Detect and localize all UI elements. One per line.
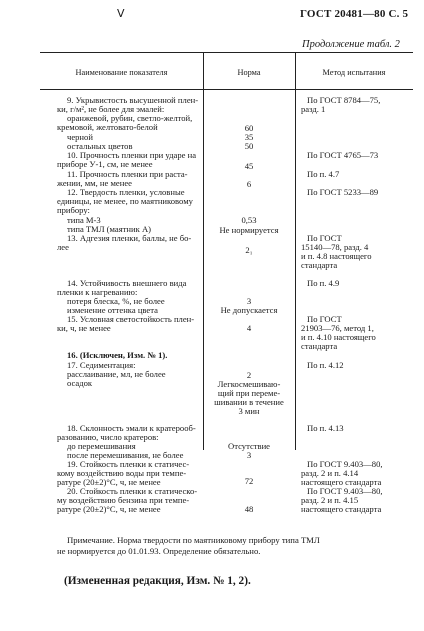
norm-value: 2 xyxy=(246,370,252,380)
indicator-line: ки, ч, не менее xyxy=(57,323,111,333)
indicator-line: 12. Твердость пленки, условные xyxy=(67,187,185,197)
indicator-line: осадок xyxy=(67,378,93,388)
indicator-line: ратуре (20±2)°С, ч, не менее xyxy=(57,504,161,514)
indicator-line: изменение оттенка цвета xyxy=(67,305,158,315)
indicator-line: разованию, число кратеров: xyxy=(57,432,159,442)
indicator-line: остальных цветов xyxy=(67,141,133,151)
column-header-norm: Норма xyxy=(237,68,261,77)
indicator-line: типа ТМЛ (маятник А) xyxy=(67,224,152,234)
norm-value: 0,53 xyxy=(241,215,257,225)
indicator-line: жении, мм, не менее xyxy=(57,178,132,188)
page-header: ГОСТ 20481—80 С. 5 xyxy=(300,8,409,20)
indicator-line: оранжевой, рубин, светло-желтой, xyxy=(67,113,193,123)
method-line: По ГОСТ 4765—73 xyxy=(307,150,379,160)
method-line: и п. 4.8 настоящего xyxy=(301,251,372,261)
method-line: разд. 1 xyxy=(301,104,326,114)
table-continuation: Продолжение табл. 2 xyxy=(302,39,400,50)
indicator-line: 16. (Исключен, Изм. № 1). xyxy=(67,350,168,360)
norm-value: 45 xyxy=(244,161,254,171)
indicator-line: 17. Седиментация: xyxy=(67,360,136,370)
indicator-line: типа М-3 xyxy=(67,215,101,225)
indicator-line: 10. Прочность пленки при ударе на xyxy=(67,150,197,160)
indicator-line: до перемешивания xyxy=(67,441,136,451)
column-header-method: Метод испытания xyxy=(322,68,386,77)
column-header-indicator: Наименование показателя xyxy=(75,68,168,77)
indicator-line: му воздействию бензина при темпе- xyxy=(57,495,190,505)
method-line: 15140—78, разд. 4 xyxy=(301,242,369,252)
column-divider-2 xyxy=(295,52,296,450)
norm-value: щий при переме- xyxy=(217,388,281,398)
table-top-rule xyxy=(40,52,413,53)
indicator-line: приборе У-1, см, не менее xyxy=(57,159,153,169)
indicator-line: 19. Стойкость пленки к статичес- xyxy=(67,459,190,469)
indicator-line: 9. Укрывистость высушенной плен- xyxy=(67,95,199,105)
method-line: стандарта xyxy=(301,260,338,270)
indicator-line: ратуре (20±2)°С, ч, не менее xyxy=(57,477,161,487)
note-line: не нормируется до 01.01.93. Определение обязательно. xyxy=(57,546,261,556)
indicator-line: 20. Стойкость пленки к статическо- xyxy=(67,486,198,496)
norm-value: 3 xyxy=(246,450,252,460)
indicator-line: кремовой, желтовато-белой xyxy=(57,122,158,132)
method-line: По ГОСТ xyxy=(307,314,342,324)
norm-value: 60 xyxy=(244,123,254,133)
method-line: настоящего стандарта xyxy=(301,477,382,487)
note-line: Примечание. Норма твердости по маятниковому прибору типа ТМЛ xyxy=(67,535,320,545)
method-line: По ГОСТ xyxy=(307,233,342,243)
method-line: По п. 4.7 xyxy=(307,169,340,179)
method-line: По ГОСТ 9.403—80, xyxy=(307,459,383,469)
scan-mark: ᐯ xyxy=(117,8,125,20)
norm-value: 48 xyxy=(244,504,254,514)
norm-value: 2₁ xyxy=(245,245,253,255)
method-line: По п. 4.12 xyxy=(307,360,344,370)
method-line: По п. 4.9 xyxy=(307,278,340,288)
indicator-line: расслаивание, мл, не более xyxy=(67,369,166,379)
method-line: и п. 4.10 настоящего xyxy=(301,332,376,342)
indicator-line: лее xyxy=(57,242,69,252)
indicator-line: 11. Прочность пленки при раста- xyxy=(67,169,188,179)
indicator-line: ки, г/м², не более для эмалей: xyxy=(57,104,165,114)
indicator-line: прибору: xyxy=(57,205,90,215)
norm-value: шивании в течение xyxy=(214,397,284,407)
indicator-line: кому воздействию воды при темпе- xyxy=(57,468,187,478)
norm-value: 4 xyxy=(246,323,252,333)
indicator-line: 14. Устойчивость внешнего вида xyxy=(67,278,187,288)
norm-value: 72 xyxy=(244,476,254,486)
method-line: По ГОСТ 9.403—80, xyxy=(307,486,383,496)
norm-value: Не нормируется xyxy=(219,225,279,235)
norm-value: Легкосмешиваю- xyxy=(217,379,281,389)
method-line: разд. 2 и п. 4.14 xyxy=(301,468,359,478)
method-line: 21903—76, метод 1, xyxy=(301,323,374,333)
norm-value: 50 xyxy=(244,141,254,151)
method-line: По ГОСТ 8784—75, xyxy=(307,95,381,105)
norm-value: Не допускается xyxy=(220,305,278,315)
norm-value: 6 xyxy=(246,179,252,189)
indicator-line: черной xyxy=(67,132,93,142)
method-line: настоящего стандарта xyxy=(301,504,382,514)
method-line: По п. 4.13 xyxy=(307,423,344,433)
norm-value: Отсутствие xyxy=(228,441,270,451)
indicator-line: после перемешивания, не более xyxy=(67,450,184,460)
edition-note: (Измененная редакция, Изм. № 1, 2). xyxy=(64,575,251,587)
indicator-line: пленки к нагреванию: xyxy=(57,287,138,297)
indicator-line: 18. Склонность эмали к кратерооб- xyxy=(67,423,196,433)
indicator-line: 13. Адгезия пленки, баллы, не бо- xyxy=(67,233,192,243)
norm-value: 3 мин xyxy=(238,406,260,416)
indicator-line: 15. Условная светостойкость плен- xyxy=(67,314,195,324)
indicator-line: единицы, не менее, по маятниковому xyxy=(57,196,193,206)
method-line: стандарта xyxy=(301,341,338,351)
method-line: По ГОСТ 5233—89 xyxy=(307,187,379,197)
norm-value: 3 xyxy=(246,296,252,306)
norm-value: 35 xyxy=(244,132,254,142)
method-line: разд. 2 и п. 4.15 xyxy=(301,495,359,505)
table-header-rule xyxy=(40,89,413,90)
indicator-line: потеря блеска, %, не более xyxy=(67,296,165,306)
